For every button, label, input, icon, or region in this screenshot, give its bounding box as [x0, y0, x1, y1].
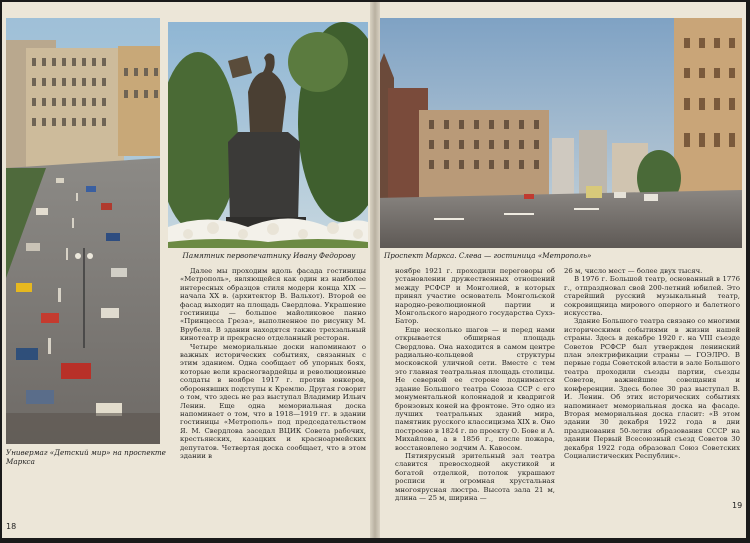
caption-monument: Памятник первопечатнику Ивану Федорову [182, 251, 356, 260]
paragraph: Здание Большого театра связано со многими историческими событиями в жизни нашей страны. Здесь в декабре 1920 г. на VIII съезде Советов РСФСР был утвержден ленинский план электрификации страны — ГОЭЛРО. В первые годы Советской власти в зале Большого театра проходили съезды партии, съезды Советов, важнейшие совещания и конференции. Здесь более 30 раз выступал В. И. Ленин. Об этих исторических событиях напоминает мемориальная доска на фасаде. Вторая мемориальная доска гласит: «В этом здании 30 декабря 1922 года в дни празднования 50-летия образования СССР на здании Первый Всесоюзный съезд Советов 30 декабря 1922 года образовал Союз Советских Социалистических Республик». [564, 317, 740, 460]
paragraph: 26 м, число мест — более двух тысяч. [564, 267, 703, 275]
paragraph: Далее мы проходим вдоль фасада гостиницы «Метрополь», являющейся как один из наиболее интересных образцов стиля модерн конца XIX — начала XX в. (архитектор В. Вальхот). Второй ее фасад выходит на площадь Свердлова. Украшение гостиницы — большое майоликовое панно «Принцесса Греза», выполненное по рисунку М. Врубеля. В здании находятся также трехзальный кинотеатр и прекрасно отделанный ресторан. [180, 267, 366, 343]
page-number-left: 18 [6, 522, 17, 531]
book-spread [2, 2, 746, 538]
paragraph: Четыре мемориальные доски напоминают о важных исторических событиях, связанных с этим зданием. Одна сообщает об упорных боях, которые вели красногвардейцы и революционные солдаты в ноябре 1917 г. против юнкеров, оборонявших подступы к Кремлю. Другая говорит о том, что здесь не раз выступал Владимир Ильич Ленин. Еще одна мемориальная доска напоминает о том, что в 1918—1919 гг. в здании гостиницы «Метрополь» под председательством Я. М. Свердлова заседал ВЦИК Совета рабочих, крестьянских, казацких и красноармейских депутатов. Четвертая доска сообщает, что в этом здании в [180, 342, 366, 460]
paragraph: В 1976 г. Большой театр, основанный в 1776 г., отпраздновал свой 200-летний юбилей. Это старейший русский музыкальный театр, сокровищница мирового оперного и балетного искусства. [564, 275, 740, 318]
caption-store: Универмаг «Детский мир» на проспекте Маркса [6, 448, 166, 466]
left-page-column [180, 267, 366, 460]
right-page-column-1 [395, 267, 555, 502]
book-gutter [370, 2, 380, 538]
paragraph: Пятиярусный зрительный зал театра славится превосходной акустикой и богатой отделкой, потолок украшают росписи и огромная хрустальная многоярусная люстра. Высота зала 21 м, длина — 25 м, ширина — [395, 451, 555, 502]
paragraph: Еще несколько шагов — и перед нами открывается обширная площадь Свердлова. Она находится в самом центре радиально-кольцевой структуры московской уличной сети. Вместе с тем это главная театральная площадь столицы. Не северной ее стороне поднимается здание Большого театра Союза ССР с его монументальной колоннадой и квадригой бронзовых коней на фронтоне. Это одно из лучших театральных зданий мира, памятник русского классицизма XIX в. Оно построено в 1824 г. по проекту О. Бове и А. Михайлова, а в 1856 г., после пожара, восстановлено зодчим А. Кавосом. [395, 325, 555, 452]
photo-marx-prospect [374, 18, 742, 248]
page-number-right: 19 [732, 501, 743, 510]
right-page-column-2 [564, 267, 740, 460]
paragraph: ноябре 1921 г. проходили переговоры об установлении дружественных отношений между РСФСР и Монголией, в которых принял участие основатель Монгольской народно-революционной партии и Монгольского народного государства Сухэ-Батор. [395, 267, 555, 326]
photo-detsky-mir-street [6, 18, 160, 444]
caption-prospect: Проспект Маркса. Слева — гостиница «Метрополь» [384, 251, 592, 260]
photo-fedorov-monument [168, 22, 368, 248]
